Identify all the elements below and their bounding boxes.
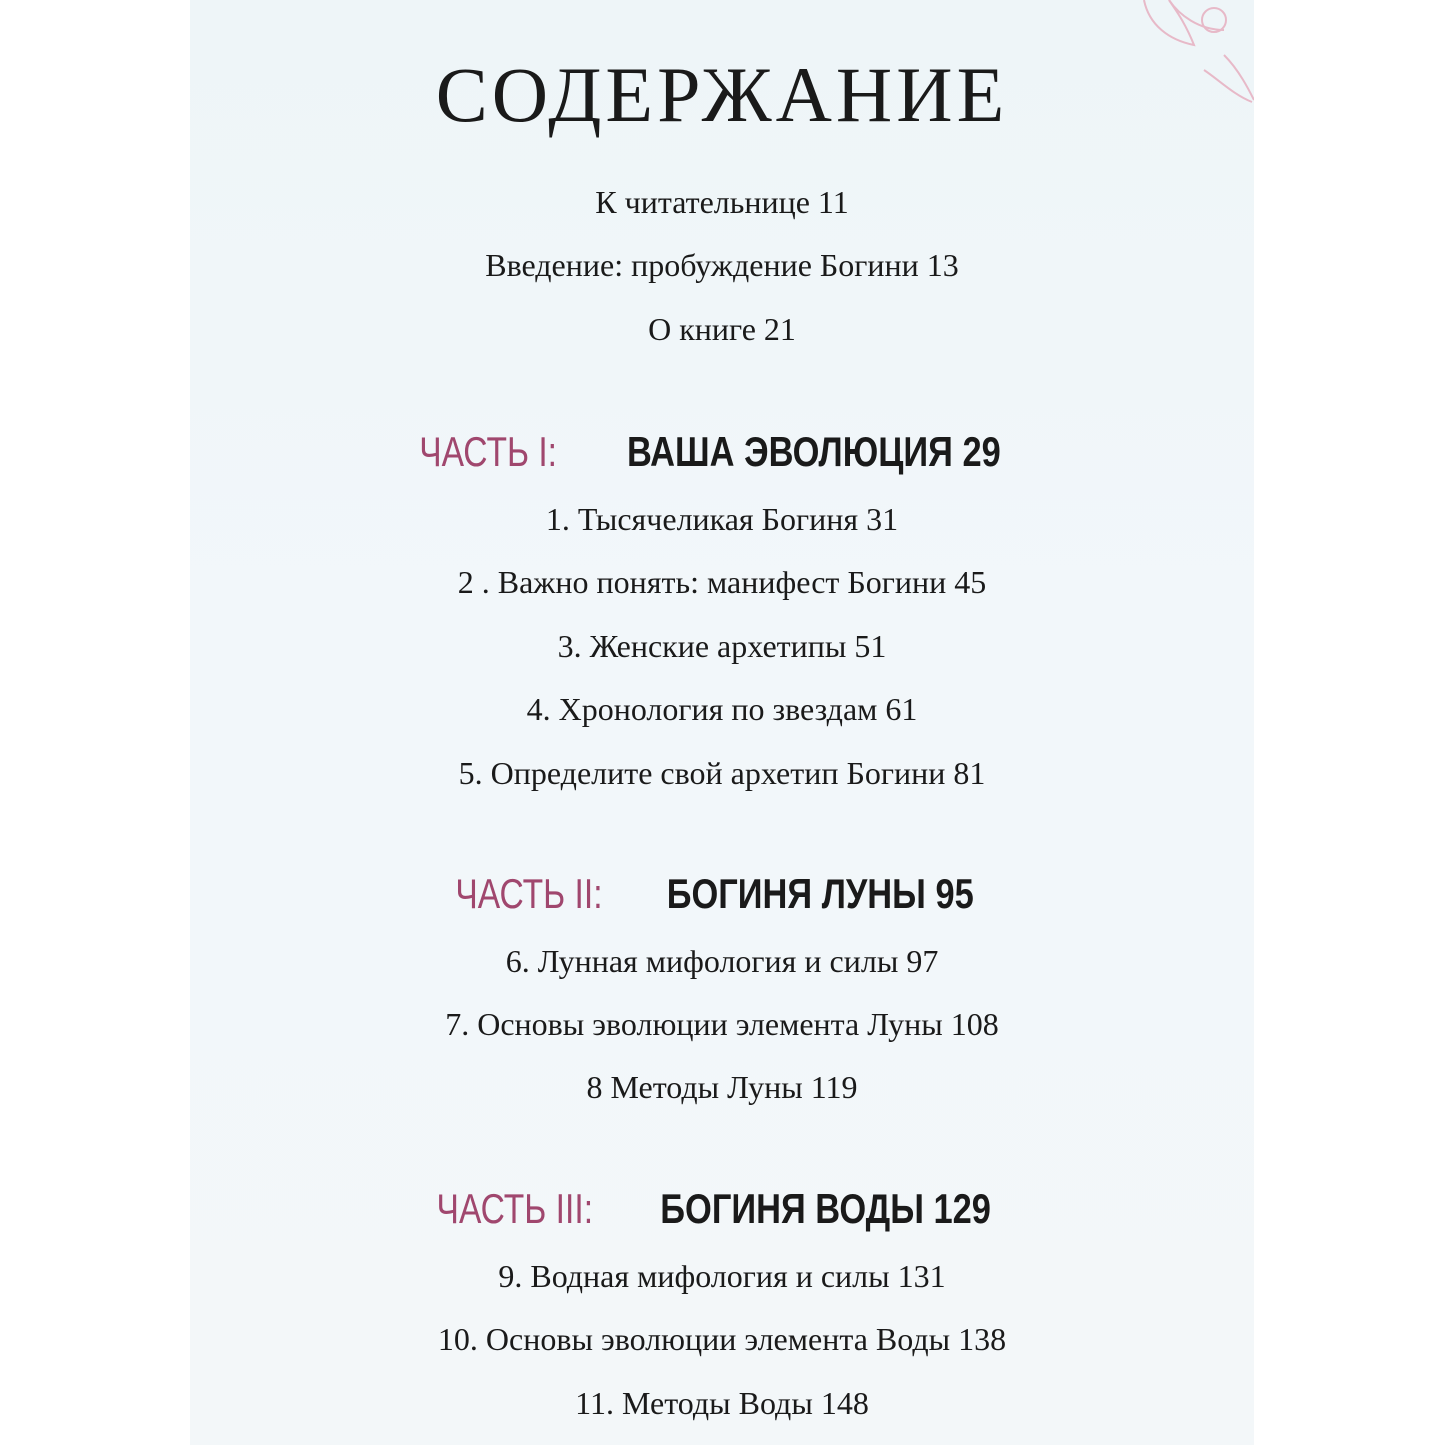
toc-entry: 7. Основы эволюции элемента Луны 108: [445, 1006, 999, 1042]
toc-entry: Введение: пробуждение Богини 13: [485, 247, 959, 283]
part-heading: [190, 1185, 1254, 1233]
part-title: БОГИНЯ ЛУНЫ 95: [666, 870, 974, 917]
part-label: ЧАСТЬ I:: [419, 428, 558, 475]
page-title: СОДЕРЖАНИЕ: [435, 51, 1009, 138]
toc-entry: О книге 21: [648, 311, 796, 347]
part-heading: [190, 870, 1254, 918]
toc-entry: 11. Методы Воды 148: [575, 1385, 869, 1421]
toc-entry: 8 Методы Луны 119: [586, 1069, 858, 1105]
toc-entry: 6. Лунная мифология и силы 97: [505, 943, 939, 979]
toc-entry: 9. Водная мифология и силы 131: [498, 1258, 946, 1294]
toc-entry: 4. Хронология по звездам 61: [526, 691, 918, 727]
toc-entry: 1. Тысячеликая Богиня 31: [545, 501, 899, 537]
part-heading: [190, 428, 1254, 476]
book-page: [190, 0, 1254, 1445]
part-label: ЧАСТЬ III:: [436, 1185, 593, 1232]
toc-entry: 5. Определите свой архетип Богини 81: [458, 755, 986, 791]
toc-entry: 2 . Важно понять: манифест Богини 45: [457, 564, 987, 600]
part-title: БОГИНЯ ВОДЫ 129: [660, 1185, 991, 1232]
toc-entry: 3. Женские архетипы 51: [557, 628, 887, 664]
toc-entry: К читательнице 11: [595, 184, 849, 220]
toc-entry: 10. Основы эволюции элемента Воды 138: [437, 1321, 1007, 1357]
part-label: ЧАСТЬ II:: [455, 870, 603, 917]
part-title: ВАША ЭВОЛЮЦИЯ 29: [627, 428, 1001, 475]
